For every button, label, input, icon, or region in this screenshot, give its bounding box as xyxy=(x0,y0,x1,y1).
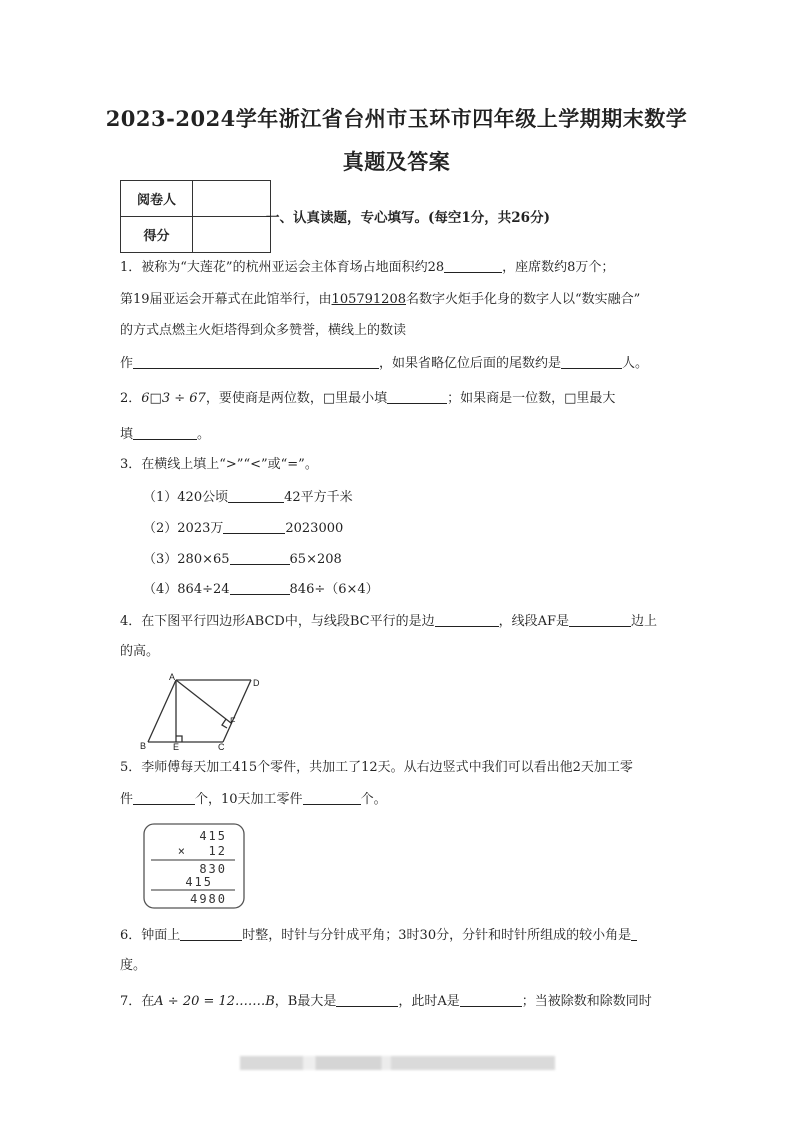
q6-text-a: 6．钟面上 xyxy=(120,928,181,943)
q6-blank-hour[interactable] xyxy=(180,926,242,941)
q3-item-1-left: （1）420公顷 xyxy=(143,490,229,505)
q3-item-4 xyxy=(143,580,379,599)
q3-blank-3[interactable] xyxy=(230,550,290,565)
q7-line1 xyxy=(120,992,652,1011)
q3-item-2-right: 2023000 xyxy=(285,521,344,536)
calc-partial-1: 830 xyxy=(199,862,227,876)
vertical-calculation xyxy=(143,823,245,909)
side-dc xyxy=(223,680,251,742)
q7-text-b: ，B最大是 xyxy=(274,994,337,1009)
grader-cell xyxy=(193,181,271,217)
q3-item-4-right: 846÷（6×4） xyxy=(289,582,379,597)
q2-line1 xyxy=(120,389,615,408)
document-title-line2: 真题及答案 xyxy=(342,149,451,174)
q3-blank-2[interactable] xyxy=(223,519,285,534)
q5-text-a: 件 xyxy=(120,792,134,807)
q1-text-c: 第19届亚运会开幕式在此馆举行，由 xyxy=(120,292,332,307)
q1-line3: 的方式点燃主火炬塔得到众多赞誉，横线上的数读 xyxy=(120,323,407,338)
calc-product: 4980 xyxy=(190,892,227,906)
calc-multiplicand: 415 xyxy=(199,829,227,843)
q2-text-c: 填 xyxy=(120,427,134,442)
q3-item-3-left: （3）280×65 xyxy=(143,552,230,567)
q7-text-c: ，此时A是 xyxy=(398,994,460,1009)
q2-text-b: ；如果商是一位数，□里最大 xyxy=(447,391,616,406)
score-table xyxy=(120,180,271,253)
label-e: E xyxy=(173,742,180,752)
blurred-footer xyxy=(240,1056,555,1070)
height-af xyxy=(176,680,231,723)
q4-line1 xyxy=(120,612,657,631)
q3-blank-4[interactable] xyxy=(230,580,290,595)
q2-text-d: 。 xyxy=(197,427,211,442)
q1-line4 xyxy=(120,354,648,373)
q1-line1 xyxy=(120,258,614,277)
calc-multiplier: 12 xyxy=(208,844,227,858)
right-angle-f xyxy=(222,719,227,728)
q3-item-4-left: （4）864÷24 xyxy=(143,582,230,597)
parallelogram-figure xyxy=(138,670,263,752)
q1-text-b: ，座席数约8万个； xyxy=(502,260,615,275)
q2-blank-min[interactable] xyxy=(387,389,447,404)
q3-intro: 3．在横线上填上“>”“<”或“=”。 xyxy=(120,457,318,472)
q1-text-a: 1．被称为“大莲花”的杭州亚运会主体育场占地面积约28 xyxy=(120,260,445,275)
label-a: A xyxy=(169,672,176,682)
q5-text-c: 个。 xyxy=(360,792,387,807)
score-cell xyxy=(193,217,271,253)
q3-item-2 xyxy=(143,519,343,538)
side-ab xyxy=(148,680,176,742)
label-b: B xyxy=(140,741,147,751)
q2-number: 2． xyxy=(120,391,142,406)
q1-blank-unit[interactable] xyxy=(444,258,502,273)
document-title-line1: 2023-2024学年浙江省台州市玉环市四年级上学期期末数学 xyxy=(105,106,688,131)
q1-text-g: 人。 xyxy=(622,356,649,371)
q4-text-a: 4．在下图平行四边形ABCD中，与线段BC平行的是边 xyxy=(120,614,435,629)
grader-label: 阅卷人 xyxy=(121,181,193,217)
q4-blank-height[interactable] xyxy=(569,612,631,627)
q1-text-e: 作 xyxy=(120,356,134,371)
q2-line2 xyxy=(120,425,210,444)
q5-line2 xyxy=(120,790,387,809)
q1-line2 xyxy=(120,291,640,309)
q4-text-c: 边上 xyxy=(631,614,658,629)
q3-item-3 xyxy=(143,550,342,569)
q1-text-f: ，如果省略亿位后面的尾数约是 xyxy=(379,356,562,371)
q3-item-1 xyxy=(143,488,353,507)
q6-line2: 度。 xyxy=(120,958,147,973)
label-d: D xyxy=(253,678,260,688)
q7-expression: A ÷ 20 = 12.……B xyxy=(154,994,275,1009)
q7-text-a: 7．在 xyxy=(120,994,155,1009)
q5-blank-2days[interactable] xyxy=(133,790,195,805)
q2-expression: 6□3 ÷ 67 xyxy=(141,391,206,406)
q3-blank-1[interactable] xyxy=(228,488,284,503)
q4-text-b: ，线段AF是 xyxy=(498,614,569,629)
q3-item-1-right: 42平方千米 xyxy=(284,490,353,505)
q1-blank-approx[interactable] xyxy=(561,354,622,369)
q6-text-b: 时整，时针与分针成平角；3时30分，分针和时针所组成的较小角是 xyxy=(242,928,632,943)
calc-operator: × xyxy=(177,844,187,858)
q4-line2: 的高。 xyxy=(120,644,160,659)
q3-item-2-left: （2）2023万 xyxy=(143,521,224,536)
q5-blank-10days[interactable] xyxy=(303,790,361,805)
q6-line1 xyxy=(120,926,637,945)
score-label: 得分 xyxy=(121,217,193,253)
label-c: C xyxy=(218,742,225,752)
q7-blank-a[interactable] xyxy=(460,992,522,1007)
q5-text-b: 个，10天加工零件 xyxy=(195,792,303,807)
q3-item-3-right: 65×208 xyxy=(289,552,342,567)
q7-blank-b[interactable] xyxy=(336,992,398,1007)
q6-blank-degree[interactable] xyxy=(631,926,637,941)
q2-blank-max[interactable] xyxy=(133,425,197,440)
calc-partial-2: 415 xyxy=(185,875,213,889)
q2-text-a: ，要使商是两位数，□里最小填 xyxy=(205,391,388,406)
q7-text-d: ；当被除数和除数同时 xyxy=(521,994,652,1009)
q5-line1: 5．李师傅每天加工415个零件，共加工了12天。从右边竖式中我们可以看出他2天加工零 xyxy=(120,760,633,775)
label-f: F xyxy=(230,716,236,726)
section-heading: 一、认真读题，专心填写。(每空1分，共26分) xyxy=(266,210,550,226)
q1-blank-reading[interactable] xyxy=(133,354,379,369)
q1-text-d: 名数字火炬手化身的数字人以“数实融合” xyxy=(406,292,641,307)
q4-blank-side[interactable] xyxy=(435,612,499,627)
q1-underlined-number: 105791208 xyxy=(331,292,406,307)
